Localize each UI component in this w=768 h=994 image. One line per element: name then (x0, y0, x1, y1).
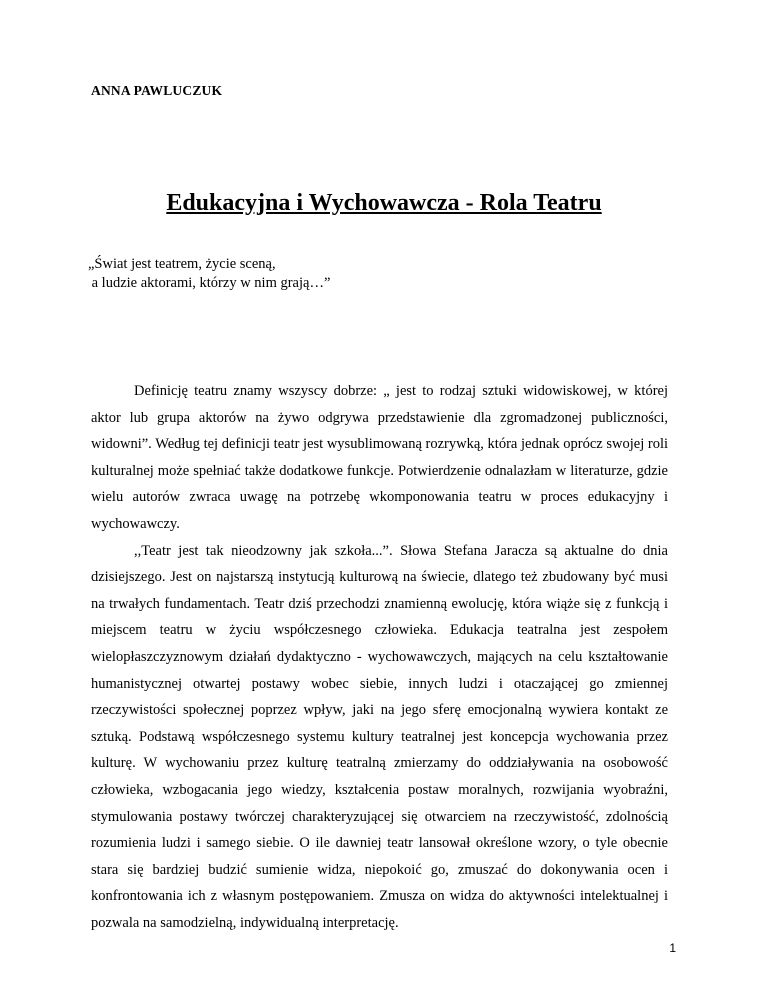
body-text (91, 378, 668, 936)
page-number: 1 (669, 941, 676, 955)
document-title: Edukacyjna i Wychowawcza - Rola Teatru (166, 190, 602, 216)
motto-line: a ludzie aktorami, którzy w nim grają…” (88, 275, 331, 291)
paragraph: ,,Teatr jest tak nieodzowny jak szkoła...”. Słowa Stefana Jaracza są aktualne do dnia dzisiejszego. Jest on najstarszą instytucją kulturową na świecie, dlatego też zbudowany być musi na trwałych fundamentach. Teatr dziś przechodzi znamienną ewolucję, która wiąże się z funkcją i miejscem teatru w życiu współczesnego człowieka. Edukacja teatralna jest zespołem wielopłaszczyznowym działań dydaktyczno - wychowawczych, mających na celu kształtowanie humanistycznej otwartej postawy wobec siebie, innych ludzi i otaczającej go zmiennej rzeczywistości społecznej poprzez wpływ, jaki na jego sferę emocjonalną wywiera kontakt ze sztuką. Podstawą współczesnego systemu kultury teatralnej jest koncepcja wychowania przez kulturę. W wychowaniu przez kulturę teatralną zmierzamy do oddziaływania na osobowość człowieka, wzbogacania jego wiedzy, kształcenia postaw moralnych, rozwijania wyobraźni, stymulowania postawy twórczej charakteryzującej się otwarciem na rzeczywistość, zdolnością rozumienia ludzi i samego siebie. O ile dawniej teatr lansował określone wzory, o tyle obecnie stara się bardziej budzić sumienie widza, niepokoić go, zmuszać do dokonywania ocen i konfrontowania ich z własnym postępowaniem. Zmusza on widza do aktywności intelektualnej i pozwala na samodzielną, indywidualną interpretację. (91, 542, 668, 931)
motto-quote (88, 255, 330, 293)
motto-line: „Świat jest teatrem, życie sceną, (88, 256, 276, 272)
author-name: ANNA PAWLUCZUK (91, 83, 223, 98)
paragraph: Definicję teatru znamy wszyscy dobrze: „ jest to rodzaj sztuki widowiskowej, w której aktor lub grupa aktorów na żywo odgrywa przedstawienie dla zgromadzonej publiczności, widowni”. Według tej definicji teatr jest wysublimowaną rozrywką, która jednak oprócz swojej roli kulturalnej może spełniać także dodatkowe funkcje. Potwierdzenie odnalazłam w literaturze, gdzie wielu autorów zwraca uwagę na potrzebę wkomponowania teatru w proces edukacyjny i wychowawczy. (91, 383, 668, 532)
